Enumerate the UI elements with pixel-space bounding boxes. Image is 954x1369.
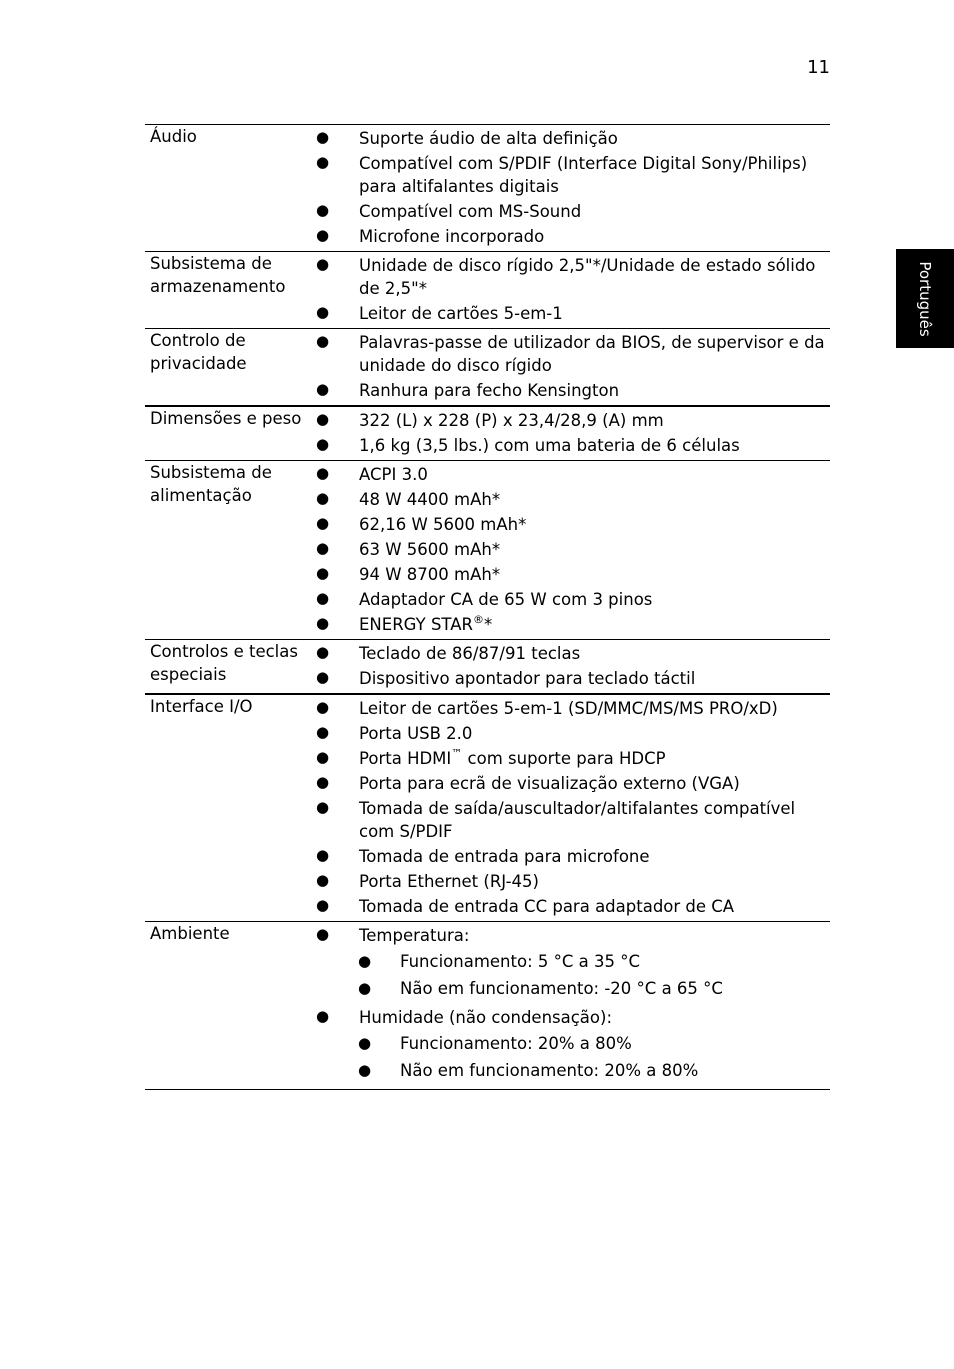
spec-row xyxy=(145,407,830,461)
spec-item xyxy=(313,407,830,432)
spec-items xyxy=(313,329,830,402)
bullet-icon: ● xyxy=(358,979,372,997)
spec-item xyxy=(313,150,830,198)
spec-label: Áudio xyxy=(150,127,197,146)
spec-item xyxy=(313,486,830,511)
spec-items xyxy=(313,252,830,325)
spec-item-text: 1,6 kg (3,5 lbs.) com uma bateria de 6 células xyxy=(359,435,740,455)
spec-label: Subsistema de alimentação xyxy=(150,463,272,505)
bullet-icon: ● xyxy=(316,773,330,791)
spec-items xyxy=(313,407,830,457)
spec-item xyxy=(313,770,830,795)
spec-item-text: Teclado de 86/87/91 teclas xyxy=(359,643,581,663)
bullet-icon: ● xyxy=(316,539,330,557)
bullet-icon: ● xyxy=(316,748,330,766)
spec-label: Controlos e teclas especiais xyxy=(150,642,298,684)
spec-row xyxy=(145,252,830,329)
bullet-icon: ● xyxy=(316,514,330,532)
spec-item xyxy=(313,868,830,893)
spec-item xyxy=(313,745,830,770)
spec-item-text: Tomada de entrada CC para adaptador de CA xyxy=(359,896,735,916)
spec-item xyxy=(313,329,830,377)
spec-item-text: ENERGY STAR xyxy=(359,614,473,634)
spec-subitem-text: Funcionamento: 20% a 80% xyxy=(400,1034,632,1053)
spec-item-text: Humidade (não condensação): xyxy=(359,1007,613,1027)
spec-row xyxy=(145,125,830,252)
bullet-icon: ● xyxy=(316,723,330,741)
spec-row xyxy=(145,922,830,1090)
bullet-icon: ● xyxy=(316,668,330,686)
spec-item-text: Adaptador CA de 65 W com 3 pinos xyxy=(359,589,653,609)
spec-subitem-text: Não em funcionamento: -20 °C a 65 °C xyxy=(400,979,723,998)
spec-label: Ambiente xyxy=(150,924,230,943)
spec-item xyxy=(313,198,830,223)
spec-row xyxy=(145,329,830,407)
language-tab xyxy=(896,249,954,348)
trademark-symbol: ® xyxy=(472,612,484,626)
spec-items xyxy=(313,461,830,636)
bullet-icon: ● xyxy=(316,896,330,914)
spec-label: Dimensões e peso xyxy=(150,409,302,428)
spec-item xyxy=(313,300,830,325)
bullet-icon: ● xyxy=(316,410,330,428)
bullet-icon: ● xyxy=(316,614,330,632)
bullet-icon: ● xyxy=(316,380,330,398)
trademark-symbol: ™ xyxy=(451,746,463,760)
language-tab-label: Português xyxy=(916,260,934,337)
spec-item-text: Porta HDMI xyxy=(359,748,452,768)
specifications-table xyxy=(145,124,830,1090)
bullet-icon: ● xyxy=(316,201,330,219)
spec-item-text: Microfone incorporado xyxy=(359,226,545,246)
spec-item xyxy=(313,377,830,402)
spec-item-text: Porta USB 2.0 xyxy=(359,723,473,743)
bullet-icon: ● xyxy=(316,798,330,816)
spec-item xyxy=(313,640,830,665)
bullet-icon: ● xyxy=(358,1061,372,1079)
spec-item-text: Palavras-passe de utilizador da BIOS, de supervisor e da unidade do disco rígido xyxy=(359,332,825,375)
spec-item xyxy=(313,461,830,486)
spec-items xyxy=(313,922,830,1086)
spec-item-suffix: com suporte para HDCP xyxy=(462,748,666,768)
spec-item-text: Unidade de disco rígido 2,5"*/Unidade de estado sólido de 2,5"* xyxy=(359,255,816,298)
bullet-icon: ● xyxy=(316,332,330,350)
spec-item-text: Compatível com S/PDIF (Interface Digital Sony/Philips) para altifalantes digitais xyxy=(359,153,808,196)
spec-item xyxy=(313,223,830,248)
spec-item-text: 322 (L) x 228 (P) x 23,4/28,9 (A) mm xyxy=(359,410,664,430)
spec-subitem xyxy=(313,974,830,1004)
bullet-icon: ● xyxy=(316,564,330,582)
bullet-icon: ● xyxy=(316,871,330,889)
spec-item-text: 48 W 4400 mAh* xyxy=(359,489,501,509)
spec-item-text: ACPI 3.0 xyxy=(359,464,428,484)
spec-item xyxy=(313,611,830,636)
spec-item-text: 62,16 W 5600 mAh* xyxy=(359,514,527,534)
spec-item-text: Porta Ethernet (RJ-45) xyxy=(359,871,539,891)
spec-row xyxy=(145,695,830,922)
spec-row xyxy=(145,640,830,695)
spec-subitem xyxy=(313,1029,830,1056)
bullet-icon: ● xyxy=(316,435,330,453)
bullet-icon: ● xyxy=(316,846,330,864)
spec-item xyxy=(313,432,830,457)
spec-subitem-text: Não em funcionamento: 20% a 80% xyxy=(400,1061,699,1080)
bullet-icon: ● xyxy=(316,589,330,607)
bullet-icon: ● xyxy=(316,489,330,507)
bullet-icon: ● xyxy=(358,952,372,970)
spec-item xyxy=(313,252,830,300)
bullet-icon: ● xyxy=(316,643,330,661)
spec-subitem xyxy=(313,947,830,974)
spec-item xyxy=(313,125,830,150)
bullet-icon: ● xyxy=(316,128,330,146)
spec-items xyxy=(313,125,830,248)
spec-items xyxy=(313,695,830,918)
spec-item-text: 63 W 5600 mAh* xyxy=(359,539,501,559)
bullet-icon: ● xyxy=(316,925,330,943)
bullet-icon: ● xyxy=(316,698,330,716)
spec-item xyxy=(313,695,830,720)
spec-item-text: Ranhura para fecho Kensington xyxy=(359,380,620,400)
bullet-icon: ● xyxy=(316,1007,330,1025)
spec-item-suffix: * xyxy=(483,614,493,634)
spec-item-text: Suporte áudio de alta definição xyxy=(359,128,618,148)
spec-item xyxy=(313,586,830,611)
spec-item xyxy=(313,922,830,947)
spec-label: Interface I/O xyxy=(150,697,253,716)
spec-item xyxy=(313,893,830,918)
spec-item xyxy=(313,720,830,745)
spec-item-text: Temperatura: xyxy=(359,925,470,945)
spec-item xyxy=(313,561,830,586)
spec-item-text: Leitor de cartões 5-em-1 xyxy=(359,303,563,323)
bullet-icon: ● xyxy=(316,153,330,171)
spec-subitem-text: Funcionamento: 5 °C a 35 °C xyxy=(400,952,640,971)
spec-item-text: Leitor de cartões 5-em-1 (SD/MMC/MS/MS PRO/xD) xyxy=(359,698,778,718)
spec-item-text: 94 W 8700 mAh* xyxy=(359,564,501,584)
spec-item-text: Tomada de entrada para microfone xyxy=(359,846,650,866)
spec-item xyxy=(313,843,830,868)
spec-item-text: Porta para ecrã de visualização externo (VGA) xyxy=(359,773,740,793)
bullet-icon: ● xyxy=(316,464,330,482)
spec-item-text: Tomada de saída/auscultador/altifalantes compatível com S/PDIF xyxy=(359,798,796,841)
bullet-icon: ● xyxy=(316,255,330,273)
spec-item xyxy=(313,511,830,536)
spec-label: Controlo de privacidade xyxy=(150,331,247,373)
bullet-icon: ● xyxy=(358,1034,372,1052)
spec-item xyxy=(313,795,830,843)
spec-item xyxy=(313,1004,830,1029)
spec-label: Subsistema de armazenamento xyxy=(150,254,286,296)
spec-subitem xyxy=(313,1056,830,1086)
spec-item-text: Dispositivo apontador para teclado táctil xyxy=(359,668,696,688)
spec-item-text: Compatível com MS-Sound xyxy=(359,201,582,221)
spec-item xyxy=(313,536,830,561)
spec-item xyxy=(313,665,830,690)
bullet-icon: ● xyxy=(316,226,330,244)
page-number: 11 xyxy=(807,57,830,78)
spec-items xyxy=(313,640,830,690)
spec-row xyxy=(145,461,830,640)
bullet-icon: ● xyxy=(316,303,330,321)
